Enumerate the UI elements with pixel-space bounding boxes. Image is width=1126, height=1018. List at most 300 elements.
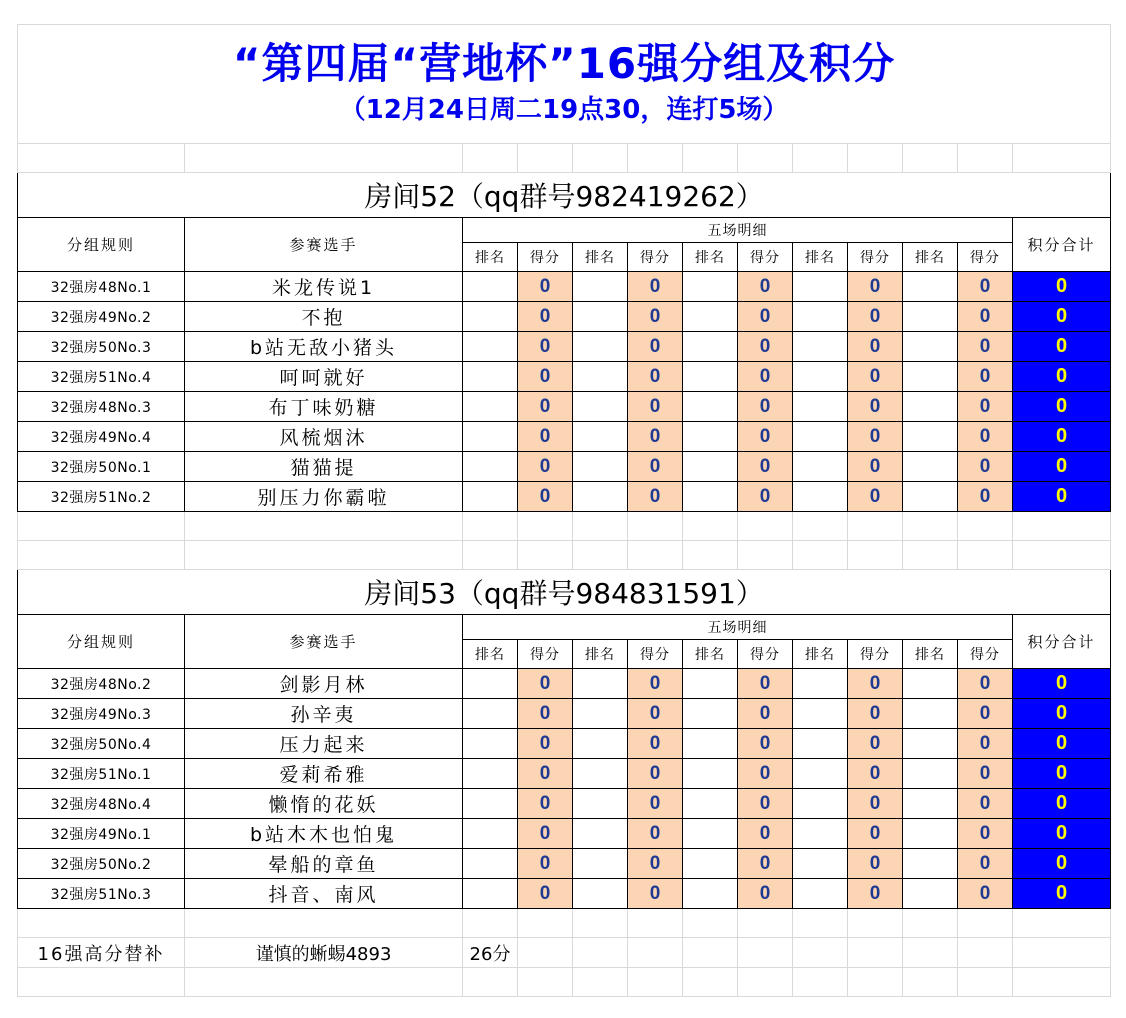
empty-cell[interactable] <box>185 968 463 997</box>
empty-cell[interactable] <box>903 968 958 997</box>
rank-cell[interactable] <box>573 392 628 422</box>
rank-cell[interactable] <box>793 332 848 362</box>
header-rank[interactable]: 排名 <box>573 640 628 669</box>
empty-cell[interactable] <box>518 144 573 173</box>
empty-cell[interactable] <box>738 144 793 173</box>
score-cell[interactable]: 0 <box>958 759 1013 789</box>
empty-cell[interactable] <box>683 909 738 938</box>
group-rule-cell[interactable]: 32强房51No.2 <box>18 482 185 512</box>
score-cell[interactable]: 0 <box>848 392 903 422</box>
header-detail[interactable]: 五场明细 <box>463 218 1013 243</box>
rank-cell[interactable] <box>903 392 958 422</box>
rank-cell[interactable] <box>573 422 628 452</box>
header-rank[interactable]: 排名 <box>463 243 518 272</box>
empty-cell[interactable] <box>518 968 573 997</box>
rank-cell[interactable] <box>463 759 518 789</box>
score-cell[interactable]: 0 <box>518 392 573 422</box>
rank-cell[interactable] <box>573 482 628 512</box>
player-name-cell[interactable]: 爱莉希雅 <box>185 759 463 789</box>
group-rule-cell[interactable]: 32强房49No.4 <box>18 422 185 452</box>
total-cell[interactable]: 0 <box>1013 759 1111 789</box>
empty-cell[interactable] <box>903 541 958 570</box>
total-cell[interactable]: 0 <box>1013 819 1111 849</box>
score-cell[interactable]: 0 <box>738 729 793 759</box>
rank-cell[interactable] <box>793 452 848 482</box>
rank-cell[interactable] <box>573 332 628 362</box>
empty-cell[interactable] <box>848 938 903 968</box>
empty-cell[interactable] <box>463 512 518 541</box>
rank-cell[interactable] <box>903 302 958 332</box>
score-cell[interactable]: 0 <box>848 452 903 482</box>
score-cell[interactable]: 0 <box>848 789 903 819</box>
score-cell[interactable]: 0 <box>518 729 573 759</box>
total-cell[interactable]: 0 <box>1013 302 1111 332</box>
empty-cell[interactable] <box>1013 968 1111 997</box>
total-cell[interactable]: 0 <box>1013 452 1111 482</box>
rank-cell[interactable] <box>463 482 518 512</box>
score-cell[interactable]: 0 <box>738 422 793 452</box>
total-cell[interactable]: 0 <box>1013 392 1111 422</box>
empty-cell[interactable] <box>793 144 848 173</box>
empty-cell[interactable] <box>683 938 738 968</box>
score-cell[interactable]: 0 <box>848 729 903 759</box>
rank-cell[interactable] <box>683 422 738 452</box>
rank-cell[interactable] <box>463 669 518 699</box>
total-cell[interactable]: 0 <box>1013 729 1111 759</box>
empty-cell[interactable] <box>18 512 185 541</box>
header-total[interactable]: 积分合计 <box>1013 218 1111 272</box>
score-cell[interactable]: 0 <box>518 879 573 909</box>
score-cell[interactable]: 0 <box>848 332 903 362</box>
rank-cell[interactable] <box>683 789 738 819</box>
score-cell[interactable]: 0 <box>518 789 573 819</box>
score-cell[interactable]: 0 <box>848 699 903 729</box>
empty-cell[interactable] <box>1013 144 1111 173</box>
group-rule-cell[interactable]: 32强房48No.4 <box>18 789 185 819</box>
rank-cell[interactable] <box>903 759 958 789</box>
header-rank[interactable]: 排名 <box>683 640 738 669</box>
empty-cell[interactable] <box>18 968 185 997</box>
empty-cell[interactable] <box>848 144 903 173</box>
rank-cell[interactable] <box>463 699 518 729</box>
empty-cell[interactable] <box>958 541 1013 570</box>
total-cell[interactable]: 0 <box>1013 789 1111 819</box>
score-cell[interactable]: 0 <box>848 302 903 332</box>
rank-cell[interactable] <box>573 272 628 302</box>
rank-cell[interactable] <box>793 669 848 699</box>
rank-cell[interactable] <box>573 699 628 729</box>
rank-cell[interactable] <box>573 849 628 879</box>
empty-cell[interactable] <box>463 909 518 938</box>
empty-cell[interactable] <box>185 909 463 938</box>
total-cell[interactable]: 0 <box>1013 422 1111 452</box>
group-rule-cell[interactable]: 32强房51No.1 <box>18 759 185 789</box>
empty-cell[interactable] <box>793 512 848 541</box>
score-cell[interactable]: 0 <box>628 729 683 759</box>
total-cell[interactable]: 0 <box>1013 699 1111 729</box>
rank-cell[interactable] <box>793 392 848 422</box>
player-name-cell[interactable]: 压力起来 <box>185 729 463 759</box>
rank-cell[interactable] <box>793 819 848 849</box>
score-cell[interactable]: 0 <box>628 302 683 332</box>
rank-cell[interactable] <box>683 879 738 909</box>
score-cell[interactable]: 0 <box>958 302 1013 332</box>
score-cell[interactable]: 0 <box>958 879 1013 909</box>
empty-cell[interactable] <box>793 541 848 570</box>
score-cell[interactable]: 0 <box>628 272 683 302</box>
rank-cell[interactable] <box>463 332 518 362</box>
group-rule-cell[interactable]: 32强房50No.2 <box>18 849 185 879</box>
rank-cell[interactable] <box>463 422 518 452</box>
empty-cell[interactable] <box>628 144 683 173</box>
rank-cell[interactable] <box>573 819 628 849</box>
score-cell[interactable]: 0 <box>738 759 793 789</box>
score-cell[interactable]: 0 <box>628 699 683 729</box>
player-name-cell[interactable]: 抖音、南风 <box>185 879 463 909</box>
empty-cell[interactable] <box>463 144 518 173</box>
empty-cell[interactable] <box>185 541 463 570</box>
rank-cell[interactable] <box>463 729 518 759</box>
score-cell[interactable]: 0 <box>518 422 573 452</box>
substitute-points[interactable]: 26分 <box>463 938 518 968</box>
rank-cell[interactable] <box>683 332 738 362</box>
title-cell[interactable] <box>18 25 1111 144</box>
empty-cell[interactable] <box>848 512 903 541</box>
rank-cell[interactable] <box>903 422 958 452</box>
rank-cell[interactable] <box>903 789 958 819</box>
rank-cell[interactable] <box>903 452 958 482</box>
empty-cell[interactable] <box>738 938 793 968</box>
empty-cell[interactable] <box>185 512 463 541</box>
rank-cell[interactable] <box>463 849 518 879</box>
header-player[interactable]: 参赛选手 <box>185 218 463 272</box>
rank-cell[interactable] <box>903 332 958 362</box>
rank-cell[interactable] <box>573 302 628 332</box>
score-cell[interactable]: 0 <box>628 669 683 699</box>
empty-cell[interactable] <box>628 909 683 938</box>
rank-cell[interactable] <box>683 392 738 422</box>
header-score[interactable]: 得分 <box>848 243 903 272</box>
score-cell[interactable]: 0 <box>628 422 683 452</box>
score-cell[interactable]: 0 <box>958 452 1013 482</box>
score-cell[interactable]: 0 <box>958 362 1013 392</box>
score-cell[interactable]: 0 <box>848 362 903 392</box>
score-cell[interactable]: 0 <box>738 669 793 699</box>
score-cell[interactable]: 0 <box>628 452 683 482</box>
rank-cell[interactable] <box>903 819 958 849</box>
rank-cell[interactable] <box>573 669 628 699</box>
group-rule-cell[interactable]: 32强房48No.3 <box>18 392 185 422</box>
rank-cell[interactable] <box>793 729 848 759</box>
player-name-cell[interactable]: 呵呵就好 <box>185 362 463 392</box>
header-rank[interactable]: 排名 <box>903 243 958 272</box>
empty-cell[interactable] <box>683 512 738 541</box>
rank-cell[interactable] <box>903 729 958 759</box>
rank-cell[interactable] <box>683 849 738 879</box>
score-cell[interactable]: 0 <box>518 669 573 699</box>
rank-cell[interactable] <box>683 272 738 302</box>
group-rule-cell[interactable]: 32强房50No.1 <box>18 452 185 482</box>
score-cell[interactable]: 0 <box>518 482 573 512</box>
player-name-cell[interactable]: 晕船的章鱼 <box>185 849 463 879</box>
empty-cell[interactable] <box>518 909 573 938</box>
rank-cell[interactable] <box>573 362 628 392</box>
empty-cell[interactable] <box>903 938 958 968</box>
score-cell[interactable]: 0 <box>738 272 793 302</box>
rank-cell[interactable] <box>793 272 848 302</box>
player-name-cell[interactable]: 剑影月林 <box>185 669 463 699</box>
rank-cell[interactable] <box>793 482 848 512</box>
rank-cell[interactable] <box>793 302 848 332</box>
score-cell[interactable]: 0 <box>518 452 573 482</box>
score-cell[interactable]: 0 <box>738 392 793 422</box>
player-name-cell[interactable]: 懒惰的花妖 <box>185 789 463 819</box>
group-rule-cell[interactable]: 32强房48No.2 <box>18 669 185 699</box>
empty-cell[interactable] <box>848 909 903 938</box>
empty-cell[interactable] <box>958 968 1013 997</box>
player-name-cell[interactable]: 孙辛夷 <box>185 699 463 729</box>
score-cell[interactable]: 0 <box>958 729 1013 759</box>
score-cell[interactable]: 0 <box>628 332 683 362</box>
score-cell[interactable]: 0 <box>628 482 683 512</box>
score-cell[interactable]: 0 <box>518 849 573 879</box>
score-cell[interactable]: 0 <box>518 699 573 729</box>
score-cell[interactable]: 0 <box>518 272 573 302</box>
empty-cell[interactable] <box>1013 541 1111 570</box>
header-score[interactable]: 得分 <box>518 640 573 669</box>
rank-cell[interactable] <box>683 669 738 699</box>
score-cell[interactable]: 0 <box>958 332 1013 362</box>
group-rule-cell[interactable]: 32强房49No.3 <box>18 699 185 729</box>
header-rank[interactable]: 排名 <box>793 640 848 669</box>
header-rule[interactable]: 分组规则 <box>18 218 185 272</box>
rank-cell[interactable] <box>683 482 738 512</box>
empty-cell[interactable] <box>738 512 793 541</box>
empty-cell[interactable] <box>958 512 1013 541</box>
empty-cell[interactable] <box>573 144 628 173</box>
empty-cell[interactable] <box>793 909 848 938</box>
substitute-label[interactable]: 16强高分替补 <box>18 938 185 968</box>
score-cell[interactable]: 0 <box>738 302 793 332</box>
empty-cell[interactable] <box>738 909 793 938</box>
empty-cell[interactable] <box>518 541 573 570</box>
rank-cell[interactable] <box>573 452 628 482</box>
empty-cell[interactable] <box>518 938 573 968</box>
empty-cell[interactable] <box>573 541 628 570</box>
group-rule-cell[interactable]: 32强房49No.1 <box>18 819 185 849</box>
rank-cell[interactable] <box>903 272 958 302</box>
room-title[interactable]: 房间53（qq群号984831591） <box>18 570 1111 615</box>
score-cell[interactable]: 0 <box>738 482 793 512</box>
rank-cell[interactable] <box>793 699 848 729</box>
score-cell[interactable]: 0 <box>738 699 793 729</box>
empty-cell[interactable] <box>573 909 628 938</box>
score-cell[interactable]: 0 <box>738 819 793 849</box>
rank-cell[interactable] <box>573 879 628 909</box>
score-cell[interactable]: 0 <box>848 849 903 879</box>
score-cell[interactable]: 0 <box>628 789 683 819</box>
rank-cell[interactable] <box>683 302 738 332</box>
rank-cell[interactable] <box>463 272 518 302</box>
empty-cell[interactable] <box>1013 909 1111 938</box>
rank-cell[interactable] <box>463 452 518 482</box>
empty-cell[interactable] <box>573 512 628 541</box>
empty-cell[interactable] <box>628 938 683 968</box>
score-cell[interactable]: 0 <box>958 392 1013 422</box>
empty-cell[interactable] <box>683 541 738 570</box>
empty-cell[interactable] <box>628 541 683 570</box>
score-cell[interactable]: 0 <box>518 759 573 789</box>
score-cell[interactable]: 0 <box>848 669 903 699</box>
empty-cell[interactable] <box>848 968 903 997</box>
score-cell[interactable]: 0 <box>958 849 1013 879</box>
empty-cell[interactable] <box>903 512 958 541</box>
score-cell[interactable]: 0 <box>738 849 793 879</box>
player-name-cell[interactable]: 别压力你霸啦 <box>185 482 463 512</box>
substitute-name[interactable]: 谨慎的蜥蜴4893 <box>185 938 463 968</box>
empty-cell[interactable] <box>958 938 1013 968</box>
player-name-cell[interactable]: b站无敌小猪头 <box>185 332 463 362</box>
empty-cell[interactable] <box>18 541 185 570</box>
rank-cell[interactable] <box>793 759 848 789</box>
score-cell[interactable]: 0 <box>958 699 1013 729</box>
player-name-cell[interactable]: 猫猫提 <box>185 452 463 482</box>
empty-cell[interactable] <box>903 909 958 938</box>
rank-cell[interactable] <box>463 302 518 332</box>
score-cell[interactable]: 0 <box>958 272 1013 302</box>
header-detail[interactable]: 五场明细 <box>463 615 1013 640</box>
rank-cell[interactable] <box>463 819 518 849</box>
score-cell[interactable]: 0 <box>848 272 903 302</box>
rank-cell[interactable] <box>573 759 628 789</box>
empty-cell[interactable] <box>518 512 573 541</box>
rank-cell[interactable] <box>793 849 848 879</box>
score-cell[interactable]: 0 <box>738 362 793 392</box>
rank-cell[interactable] <box>793 362 848 392</box>
rank-cell[interactable] <box>683 759 738 789</box>
empty-cell[interactable] <box>793 968 848 997</box>
header-score[interactable]: 得分 <box>738 640 793 669</box>
rank-cell[interactable] <box>903 362 958 392</box>
rank-cell[interactable] <box>903 879 958 909</box>
score-cell[interactable]: 0 <box>738 789 793 819</box>
rank-cell[interactable] <box>793 422 848 452</box>
rank-cell[interactable] <box>793 879 848 909</box>
empty-cell[interactable] <box>958 909 1013 938</box>
empty-cell[interactable] <box>628 512 683 541</box>
empty-cell[interactable] <box>463 541 518 570</box>
total-cell[interactable]: 0 <box>1013 362 1111 392</box>
header-score[interactable]: 得分 <box>518 243 573 272</box>
header-rule[interactable]: 分组规则 <box>18 615 185 669</box>
empty-cell[interactable] <box>18 909 185 938</box>
rank-cell[interactable] <box>683 819 738 849</box>
empty-cell[interactable] <box>573 968 628 997</box>
score-cell[interactable]: 0 <box>958 482 1013 512</box>
score-cell[interactable]: 0 <box>628 759 683 789</box>
player-name-cell[interactable]: 布丁味奶糖 <box>185 392 463 422</box>
score-cell[interactable]: 0 <box>518 332 573 362</box>
score-cell[interactable]: 0 <box>848 819 903 849</box>
empty-cell[interactable] <box>18 144 185 173</box>
empty-cell[interactable] <box>903 144 958 173</box>
total-cell[interactable]: 0 <box>1013 849 1111 879</box>
empty-cell[interactable] <box>958 144 1013 173</box>
empty-cell[interactable] <box>848 541 903 570</box>
group-rule-cell[interactable]: 32强房49No.2 <box>18 302 185 332</box>
header-score[interactable]: 得分 <box>628 640 683 669</box>
group-rule-cell[interactable]: 32强房50No.3 <box>18 332 185 362</box>
score-cell[interactable]: 0 <box>628 362 683 392</box>
room-title[interactable]: 房间52（qq群号982419262） <box>18 173 1111 218</box>
header-player[interactable]: 参赛选手 <box>185 615 463 669</box>
empty-cell[interactable] <box>463 968 518 997</box>
score-cell[interactable]: 0 <box>518 362 573 392</box>
header-rank[interactable]: 排名 <box>793 243 848 272</box>
score-cell[interactable]: 0 <box>848 879 903 909</box>
header-rank[interactable]: 排名 <box>683 243 738 272</box>
total-cell[interactable]: 0 <box>1013 669 1111 699</box>
header-score[interactable]: 得分 <box>628 243 683 272</box>
header-rank[interactable]: 排名 <box>463 640 518 669</box>
score-cell[interactable]: 0 <box>628 392 683 422</box>
player-name-cell[interactable]: 不抱 <box>185 302 463 332</box>
rank-cell[interactable] <box>573 729 628 759</box>
total-cell[interactable]: 0 <box>1013 482 1111 512</box>
score-cell[interactable]: 0 <box>848 422 903 452</box>
empty-cell[interactable] <box>683 968 738 997</box>
rank-cell[interactable] <box>683 362 738 392</box>
total-cell[interactable]: 0 <box>1013 879 1111 909</box>
rank-cell[interactable] <box>683 452 738 482</box>
score-cell[interactable]: 0 <box>958 669 1013 699</box>
header-total[interactable]: 积分合计 <box>1013 615 1111 669</box>
group-rule-cell[interactable]: 32强房51No.3 <box>18 879 185 909</box>
rank-cell[interactable] <box>903 699 958 729</box>
empty-cell[interactable] <box>1013 512 1111 541</box>
empty-cell[interactable] <box>793 938 848 968</box>
total-cell[interactable]: 0 <box>1013 332 1111 362</box>
empty-cell[interactable] <box>628 968 683 997</box>
total-cell[interactable]: 0 <box>1013 272 1111 302</box>
header-score[interactable]: 得分 <box>738 243 793 272</box>
empty-cell[interactable] <box>185 144 463 173</box>
rank-cell[interactable] <box>903 669 958 699</box>
rank-cell[interactable] <box>463 362 518 392</box>
empty-cell[interactable] <box>738 541 793 570</box>
rank-cell[interactable] <box>463 392 518 422</box>
score-cell[interactable]: 0 <box>848 759 903 789</box>
score-cell[interactable]: 0 <box>518 819 573 849</box>
rank-cell[interactable] <box>463 789 518 819</box>
player-name-cell[interactable]: b站木木也怕鬼 <box>185 819 463 849</box>
header-score[interactable]: 得分 <box>958 243 1013 272</box>
header-rank[interactable]: 排名 <box>903 640 958 669</box>
player-name-cell[interactable]: 风梳烟沐 <box>185 422 463 452</box>
empty-cell[interactable] <box>1013 938 1111 968</box>
score-cell[interactable]: 0 <box>958 422 1013 452</box>
rank-cell[interactable] <box>903 849 958 879</box>
score-cell[interactable]: 0 <box>958 789 1013 819</box>
score-cell[interactable]: 0 <box>738 452 793 482</box>
score-cell[interactable]: 0 <box>628 879 683 909</box>
score-cell[interactable]: 0 <box>738 332 793 362</box>
score-cell[interactable]: 0 <box>848 482 903 512</box>
score-cell[interactable]: 0 <box>628 819 683 849</box>
empty-cell[interactable] <box>683 144 738 173</box>
score-cell[interactable]: 0 <box>518 302 573 332</box>
group-rule-cell[interactable]: 32强房50No.4 <box>18 729 185 759</box>
